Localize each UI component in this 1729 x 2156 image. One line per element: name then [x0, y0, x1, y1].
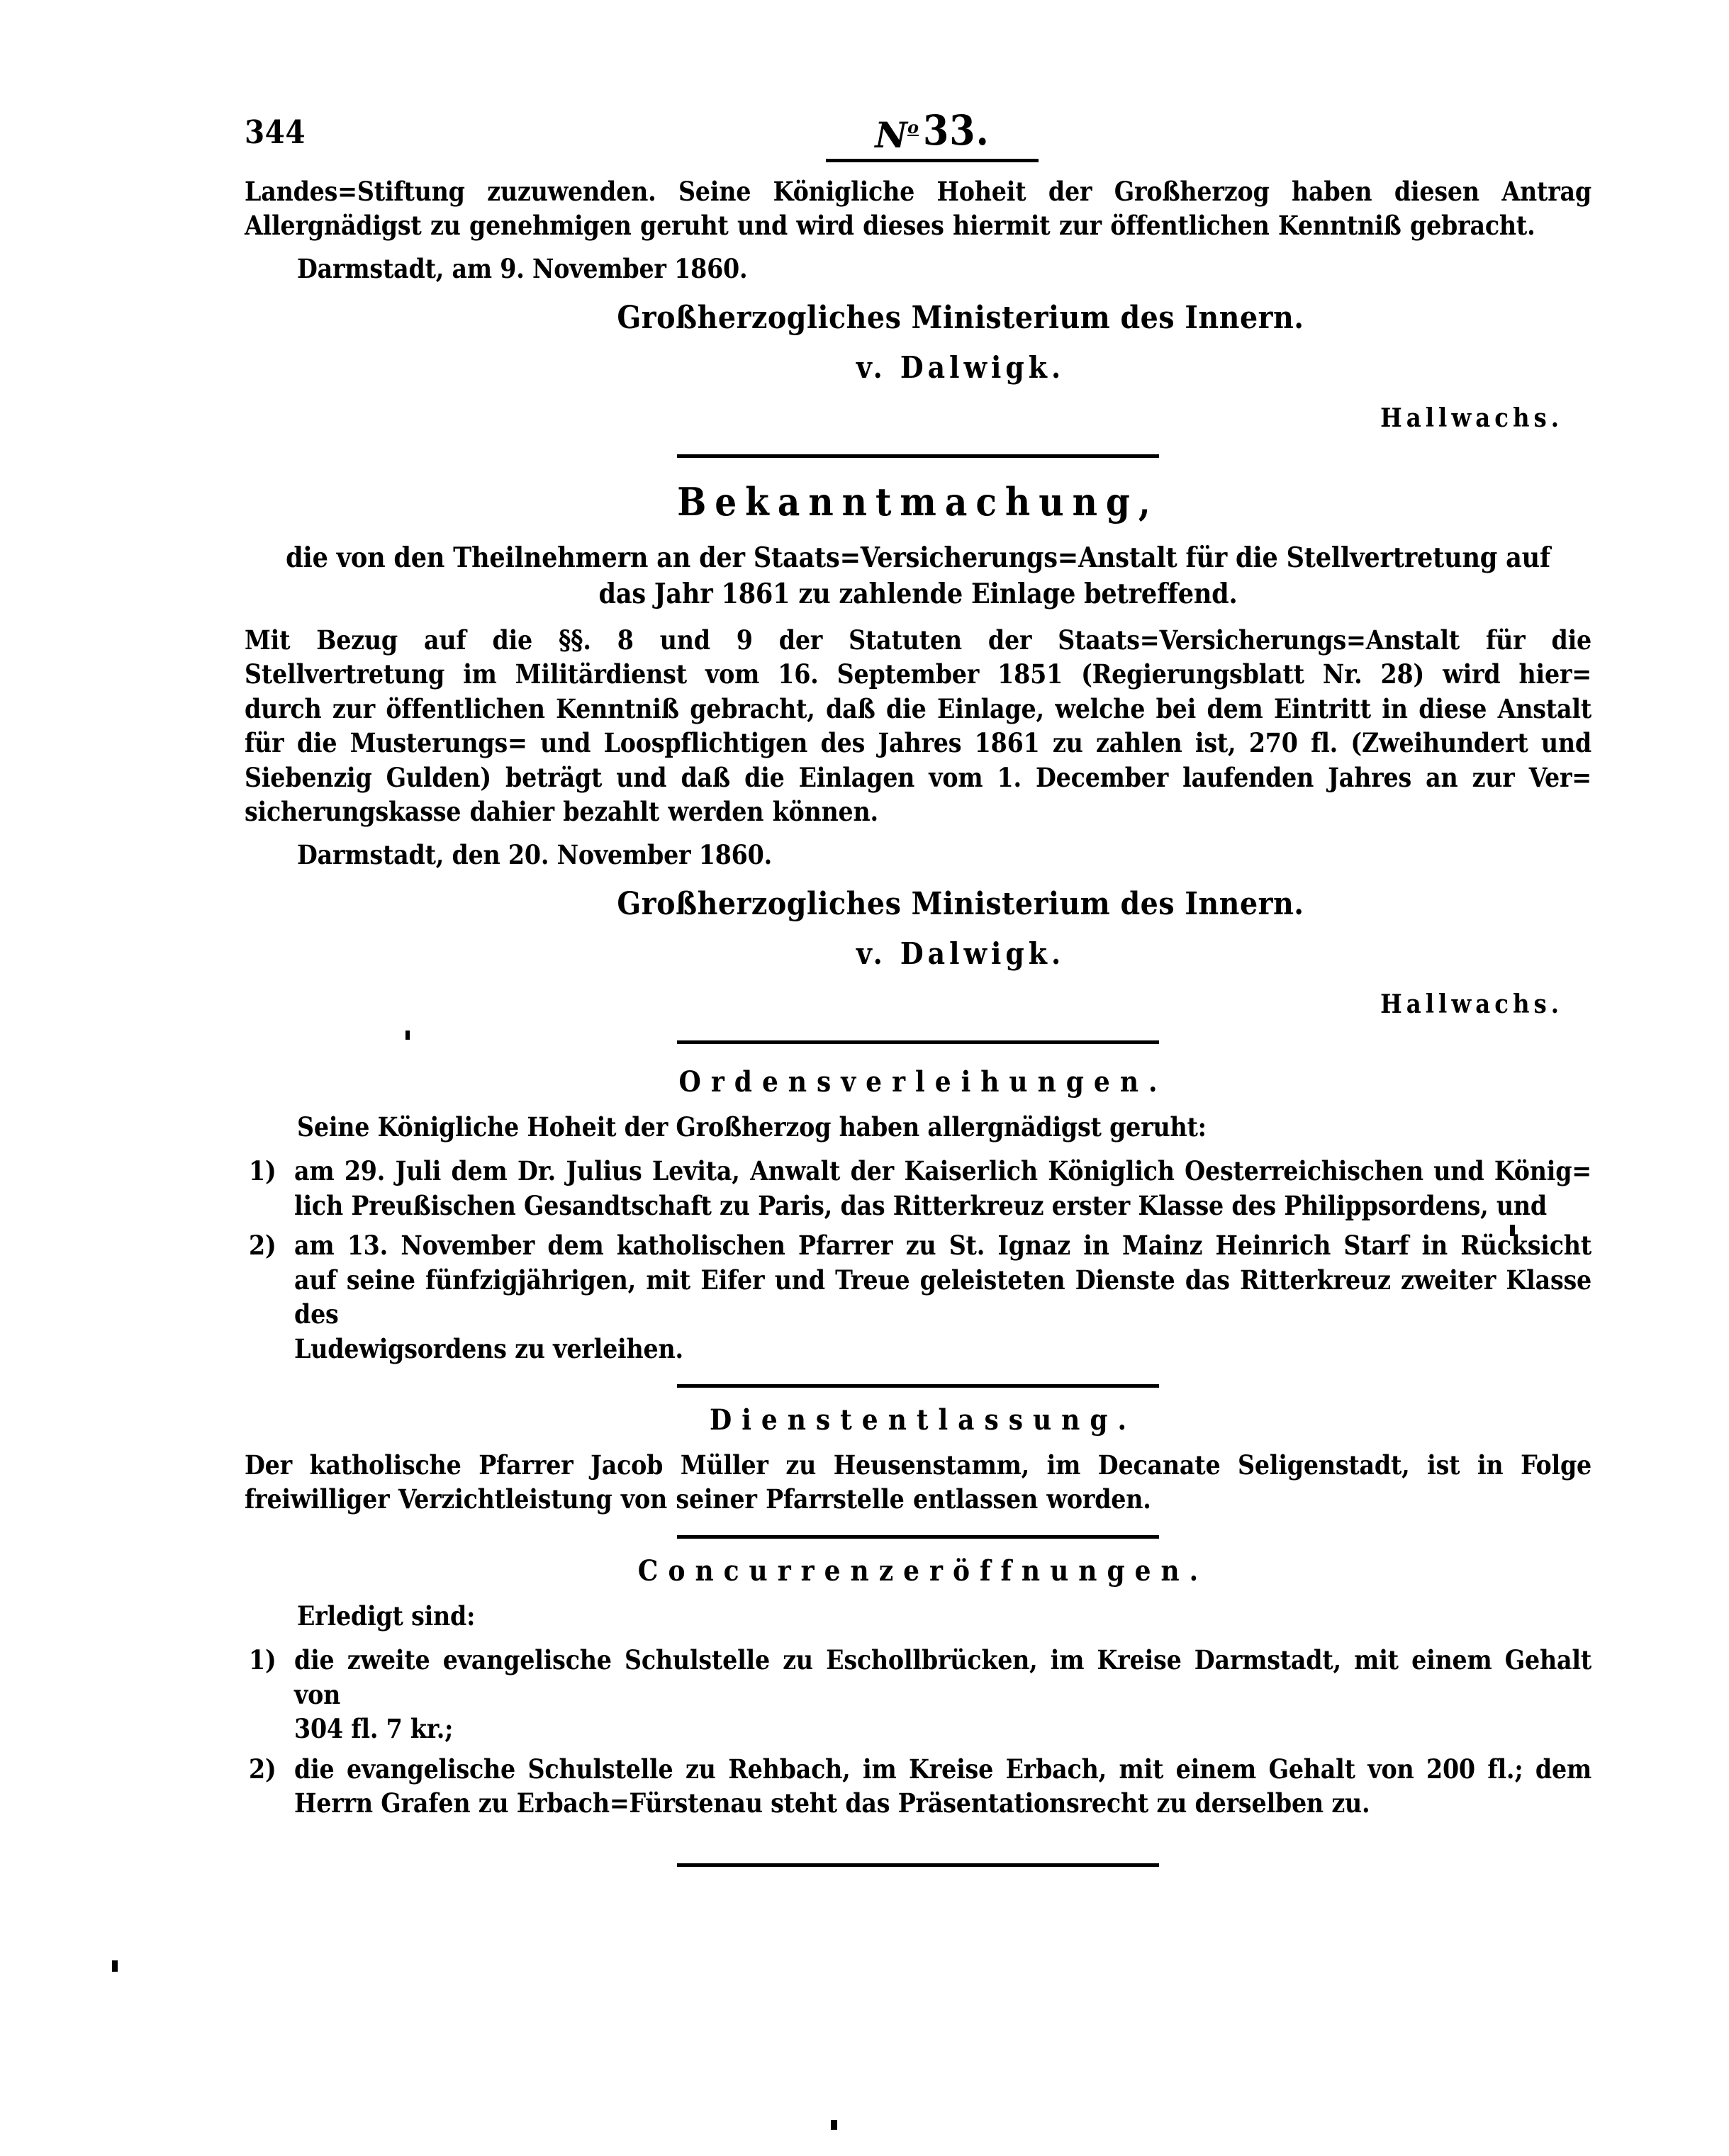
- masthead-rule: [826, 159, 1039, 162]
- ordensverleihungen-list: [245, 1154, 1591, 1366]
- announcement-subtitle: [245, 540, 1591, 613]
- body-line: auf seine fünfzigjährigen, mit Eifer und Treue geleisteten Dienste das Ritterkreuz zweiter Klasse des: [294, 1264, 1591, 1330]
- announcement-minister: v. Dalwigk.: [856, 936, 1065, 971]
- list-item: [245, 1643, 1591, 1746]
- section-divider-rule: [677, 1535, 1159, 1539]
- body-line: sicherungskasse dahier bezahlt werden können.: [245, 796, 878, 828]
- section-divider-rule: [677, 454, 1159, 458]
- list-marker: 1): [249, 1644, 276, 1676]
- scan-speck: [831, 2120, 837, 2130]
- announcement-subtitle-line: das Jahr 1861 zu zahlende Einlage betreffend.: [598, 578, 1238, 611]
- list-item-text: [294, 1643, 1591, 1746]
- body-line: lich Preußischen Gesandtschaft zu Paris, das Ritterkreuz erster Klasse des Philippsordens, und: [294, 1189, 1547, 1221]
- body-line: freiwilliger Verzichtleistung von seiner Pfarrstelle entlassen worden.: [245, 1483, 1151, 1515]
- body-line: durch zur öffentlichen Kenntniß gebracht, daß die Einlage, welche bei dem Eintritt in diese Anstalt: [245, 692, 1591, 724]
- type-block: [245, 106, 1591, 1867]
- continued-article-paragraph: [245, 174, 1591, 243]
- issue-masthead: [783, 106, 1081, 162]
- issue-number-value: 33.: [922, 106, 990, 155]
- announcement-countersignature: Hallwachs.: [1380, 989, 1563, 1019]
- continued-article-date: Darmstadt, am 9. November 1860.: [297, 252, 748, 284]
- continued-article-minister: v. Dalwigk.: [856, 349, 1065, 385]
- body-line: 304 fl. 7 kr.;: [294, 1713, 454, 1745]
- body-line: Mit Bezug auf die §§. 8 und 9 der Statuten der Staats=Versicherungs=Anstalt für die: [245, 624, 1591, 656]
- list-marker: 2): [249, 1753, 276, 1785]
- page-closing-rule: [677, 1863, 1159, 1867]
- announcement-date: Darmstadt, den 20. November 1860.: [297, 838, 772, 870]
- body-line: am 13. November dem katholischen Pfarrer zu St. Ignaz in Mainz Heinrich Starf in Rücksicht: [294, 1230, 1591, 1262]
- paragraph-line: Allergnädigst zu genehmigen geruht und wird dieses hiermit zur öffentlichen Kenntniß gebracht.: [245, 210, 1535, 242]
- body-line: Herrn Grafen zu Erbach=Fürstenau steht das Präsentationsrecht zu derselben zu.: [294, 1787, 1370, 1819]
- list-marker: 1): [249, 1155, 276, 1187]
- continued-article-authority: Großherzogliches Ministerium des Innern.: [617, 299, 1304, 336]
- ordensverleihungen-lead: Seine Königliche Hoheit der Großherzog haben allergnädigst geruht:: [297, 1111, 1207, 1142]
- body-line: am 29. Juli dem Dr. Julius Levita, Anwalt der Kaiserlich Königlich Oesterreichischen und König=: [294, 1155, 1591, 1187]
- list-marker: 2): [249, 1230, 276, 1262]
- body-line: Der katholische Pfarrer Jacob Müller zu Heusenstamm, im Decanate Seligenstadt, ist in Folge: [245, 1449, 1591, 1481]
- section-divider-rule: [677, 1384, 1159, 1388]
- issue-number-symbol: $N^o$: [875, 114, 919, 156]
- concurrenzeroeffnungen-list: [245, 1643, 1591, 1820]
- dienstentlassung-body: [245, 1448, 1591, 1517]
- body-line: Siebenzig Gulden) beträgt und daß die Einlagen vom 1. December laufenden Jahres an zur Ver=: [245, 761, 1591, 793]
- body-line: Ludewigsordens zu verleihen.: [294, 1332, 683, 1364]
- list-item: [245, 1154, 1591, 1223]
- body-line: Stellvertretung im Militärdienst vom 16. September 1851 (Regierungsblatt Nr. 28) wird hier=: [245, 658, 1591, 690]
- announcement-authority: Großherzogliches Ministerium des Innern.: [617, 885, 1304, 922]
- continued-article-countersignature: Hallwachs.: [1380, 403, 1563, 433]
- announcement-subtitle-line: die von den Theilnehmern an der Staats=Versicherungs=Anstalt für die Stellvertretung auf: [286, 541, 1550, 574]
- list-item-text: [294, 1154, 1591, 1223]
- announcement-heading: Bekanntmachung,: [677, 478, 1159, 524]
- concurrenzeroeffnungen-lead: Erledigt sind:: [297, 1600, 476, 1632]
- dienstentlassung-heading: Dienstentlassung.: [709, 1403, 1137, 1437]
- section-divider-rule: [677, 1040, 1159, 1044]
- concurrenzeroeffnungen-heading: Concurrenzeröffnungen.: [637, 1554, 1209, 1588]
- announcement-body: [245, 623, 1591, 829]
- paragraph-line: Landes=Stiftung zuzuwenden. Seine Königliche Hoheit der Großherzog haben diesen Antrag: [245, 176, 1591, 207]
- ordensverleihungen-heading: Ordensverleihungen.: [678, 1065, 1168, 1099]
- body-line: die zweite evangelische Schulstelle zu Eschollbrücken, im Kreise Darmstadt, mit einem Gehalt von: [294, 1644, 1591, 1710]
- list-item: [245, 1228, 1591, 1366]
- page-number: 344: [245, 113, 306, 151]
- list-item-text: [294, 1228, 1591, 1366]
- list-item: [245, 1752, 1591, 1821]
- body-line: die evangelische Schulstelle zu Rehbach, im Kreise Erbach, mit einem Gehalt von 200 fl.; dem: [294, 1753, 1591, 1785]
- list-item-text: [294, 1752, 1591, 1821]
- body-line: für die Musterungs= und Loospflichtigen des Jahres 1861 zu zahlen ist, 270 fl. (Zweihundert und: [245, 727, 1591, 759]
- scan-speck: [112, 1960, 118, 1972]
- page-header: [245, 106, 1591, 174]
